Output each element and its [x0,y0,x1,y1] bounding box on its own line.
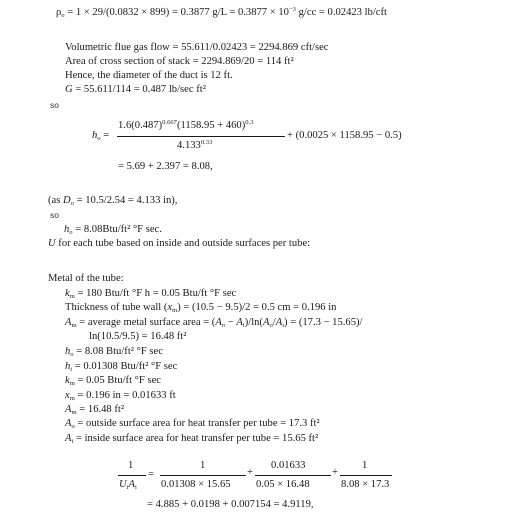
u-term2-denominator: 0.05 × 16.48 [256,479,310,490]
text-ao-list: Ao = outside surface area for heat transfer per tube = 17.3 ft² [65,418,320,430]
equation-ho-result: = 5.69 + 2.397 = 8.08, [118,161,213,172]
u-term3-numerator: 1 [362,460,368,471]
text-wall-thickness: Thickness of tube wall (xm) = (10.5 − 9.5)/2 = 0.5 cm = 0.196 in [65,302,337,314]
text-duct-diameter: Hence, the diameter of the duct is 12 ft. [65,70,233,81]
text-hi-list: hi = 0.01308 Btu/ft² °F sec [65,361,178,373]
u-lhs-bar [118,475,146,476]
ho-lhs: ho = [92,130,110,142]
ho-numerator: $1.6(0.487)^{0.667}(1158.95 + 460)^{0.3}$ [118,119,254,131]
fraction-bar [117,136,285,137]
u-term3-bar [340,475,392,476]
u-term1-numerator: 1 [200,460,206,471]
text-km-list: km = 0.05 Btu/ft °F sec [65,375,161,387]
text-ai-list: Ai = inside surface area for heat transfer per tube = 15.65 ft² [65,433,319,445]
text-ho-list: ho = 8.08 Btu/ft² °F sec [65,346,163,358]
text-outer-diameter: (as Do = 10.5/2.54 = 4.133 in), [48,195,178,207]
text-stack-area: Area of cross section of stack = 2294.869/20 = 114 ft² [65,56,294,67]
ho-correction-term: + (0.0025 × 1158.95 − 0.5) [287,130,402,141]
text-am-definition: Am = average metal surface area = (Ao − Ai)/ln(Ao/Ai) = (17.3 − 15.65)/ [65,317,363,329]
u-term3-denominator: 8.08 × 17.3 [341,479,390,490]
u-term1-bar [160,475,246,476]
text-flue-gas-flow: Volumetric flue gas flow = 55.611/0.02423 = 2294.869 cft/sec [65,42,329,53]
equation-u-result: = 4.885 + 0.0198 + 0.007154 = 4.9119, [147,499,314,510]
u-term1-denominator: 0.01308 × 15.65 [161,479,231,490]
text-am-list: Am = 16.48 ft² [65,404,125,416]
u-lhs-numerator: 1 [128,460,134,471]
text-so: so [50,100,59,110]
u-term2-bar [255,475,331,476]
u-plus-2: + [332,467,338,478]
u-equals: = [148,469,154,480]
text-xm-list: xm = 0.196 in = 0.01633 ft [65,390,176,402]
text-ho-value: ho = 8.08Btu/ft² °F sec. [64,224,162,236]
u-plus-1: + [247,467,253,478]
text-metal-heading: Metal of the tube: [48,273,124,284]
u-term2-numerator: 0.01633 [271,460,306,471]
text-mass-velocity: G = 55.611/114 = 0.487 lb/sec ft² [65,84,206,95]
text-am-definition-cont: ln(10.5/9.5) = 16.48 ft² [89,331,187,342]
u-lhs-denominator: UiAi [119,479,137,491]
text-km-conversion: km = 180 Btu/ft °F h = 0.05 Btu/ft °F sec [65,288,237,300]
text-u-description: U for each tube based on inside and outside surfaces per tube: [48,238,311,249]
text-so-2: so [50,210,59,220]
ho-denominator: $4.133^{0.33}$ [177,139,213,151]
equation-density: ρo = 1 × 29/(0.0832 × 899) = 0.3877 $g/L = 0.3877 \times 10^{-3}$ g/cc = 0.02423 lb/cft [56,6,387,19]
